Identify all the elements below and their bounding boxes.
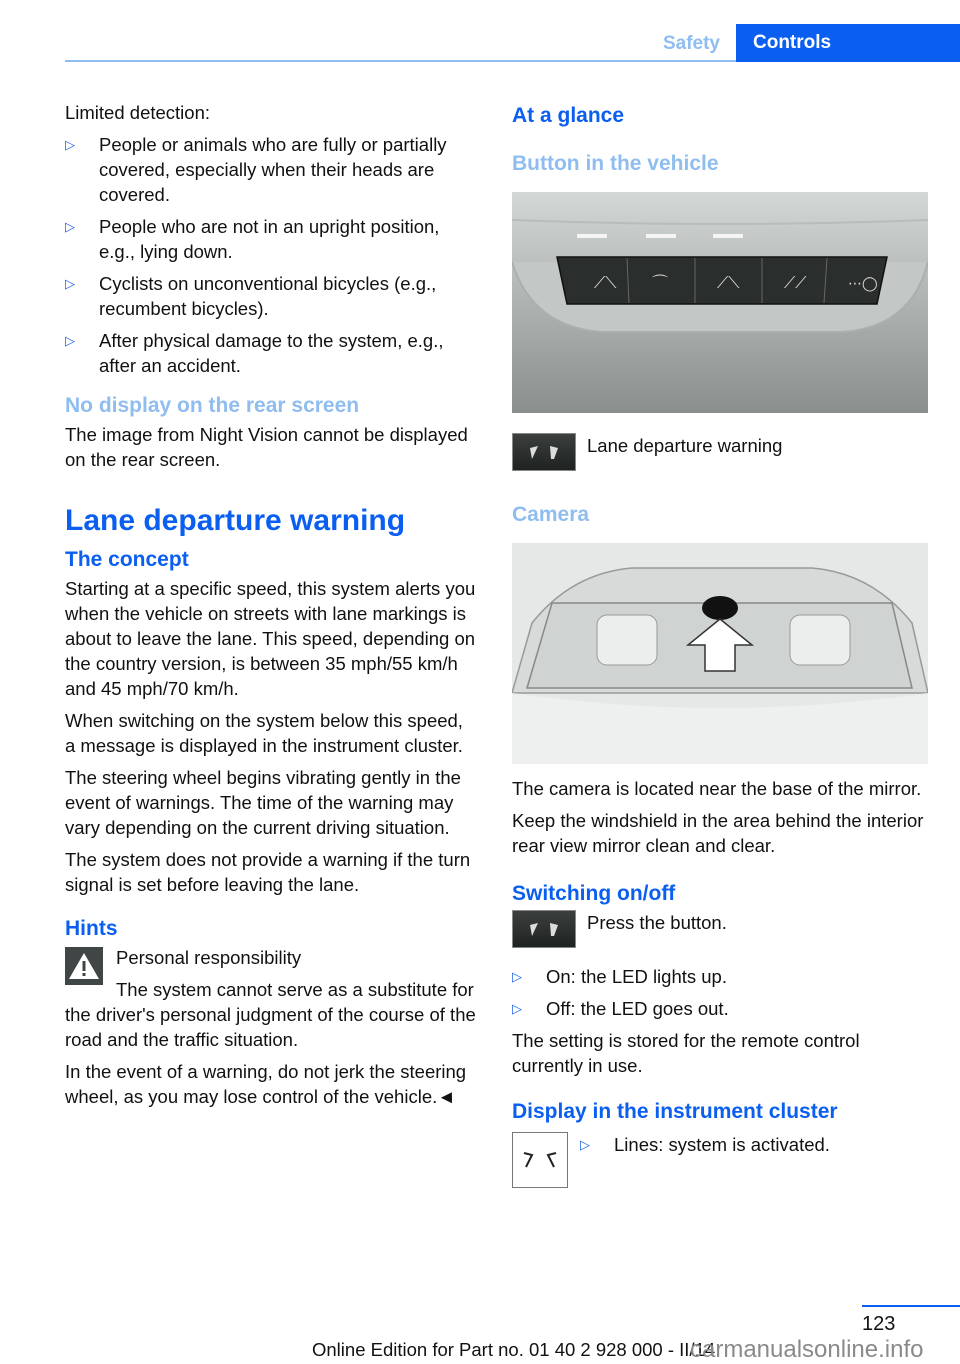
concept-heading: The concept [65, 548, 189, 571]
camera-paragraph: Keep the windshield in the area behind the interior rear view mirror clean and clear. [512, 810, 924, 856]
no-display-text: The image from Night Vision cannot be displayed on the rear screen. [65, 424, 468, 470]
bullet-triangle-icon: ▷ [65, 219, 75, 234]
bullet-triangle-icon: ▷ [512, 969, 522, 984]
edition-text: Online Edition for Part no. 01 40 2 928 000 - II/14 [312, 1339, 716, 1360]
bullet-triangle-icon: ▷ [580, 1137, 590, 1152]
lane-departure-button-icon [512, 433, 576, 471]
button-caption: Lane departure warning [587, 435, 783, 456]
list-item [65, 214, 477, 264]
bullet-triangle-icon: ▷ [65, 137, 75, 152]
at-a-glance-heading: At a glance [512, 104, 625, 127]
list-item [512, 964, 928, 989]
bullet-triangle-icon: ▷ [512, 1001, 522, 1016]
tab-controls[interactable]: Controls [736, 24, 960, 62]
left-column [65, 100, 477, 1116]
footer-rule [862, 1305, 960, 1307]
svg-text:⟋⟍: ⟋⟍ [594, 273, 617, 292]
list-item-text: After physical damage to the system, e.g., after an accident. [99, 330, 444, 376]
svg-text:⌒: ⌒ [652, 273, 669, 292]
limited-detection-label: Limited detection: [65, 102, 211, 123]
list-item-text: Cyclists on unconventional bicycles (e.g., recumbent bicycles). [99, 273, 437, 319]
warning-block [65, 945, 477, 1109]
svg-text:⟋⟋: ⟋⟋ [784, 273, 807, 292]
warning-triangle-icon [65, 947, 103, 985]
right-column [512, 100, 928, 1188]
list-item [580, 1132, 830, 1181]
press-row [512, 910, 928, 958]
concept-paragraph: Starting at a specific speed, this system alerts you when the vehicle on streets with lane markings is about to leave the lane. This speed, depending on the country version, is between 35 mph/55 km/h and 45 mph/70 km/h. [65, 578, 476, 699]
bullet-triangle-icon: ▷ [65, 333, 75, 348]
bullet-triangle-icon: ▷ [65, 276, 75, 291]
list-item-text: Lines: system is activated. [614, 1134, 830, 1155]
display-row [512, 1132, 928, 1188]
list-item [65, 132, 477, 207]
concept-paragraph: The steering wheel begins vibrating gently in the event of warnings. The time of the warning may vary depending on the current driving situation. [65, 767, 461, 838]
svg-text:⋯◯: ⋯◯ [848, 276, 878, 292]
list-item [512, 996, 928, 1021]
warning-title: Personal responsibility [116, 947, 302, 968]
no-display-heading: No display on the rear screen [65, 394, 360, 417]
lane-lines-display-icon [512, 1132, 568, 1188]
hints-heading: Hints [65, 917, 118, 940]
list-item-text: Off: the LED goes out. [546, 998, 729, 1019]
end-mark-icon: ◄ [437, 1086, 456, 1107]
button-heading: Button in the vehicle [512, 152, 719, 175]
list-item [65, 328, 477, 378]
watermark: carmanualsonline.info [690, 1336, 924, 1363]
page-number: 123 [862, 1313, 896, 1335]
press-text: Press the button. [587, 912, 727, 933]
tab-safety[interactable]: Safety [662, 33, 720, 54]
camera-paragraph: The camera is located near the base of the mirror. [512, 778, 922, 799]
concept-paragraph: When switching on the system below this speed, a message is displayed in the instrument cluster. [65, 710, 463, 756]
concept-paragraph: The system does not provide a warning if the turn signal is set before leaving the lane. [65, 849, 471, 895]
camera-location-image [512, 543, 928, 764]
list-item-text: People who are not in an upright position, e.g., lying down. [99, 216, 440, 262]
switching-heading: Switching on/off [512, 882, 676, 905]
setting-text: The setting is stored for the remote control currently in use. [512, 1030, 860, 1076]
lane-departure-button-icon [512, 910, 576, 948]
list-item [65, 271, 477, 321]
camera-heading: Camera [512, 503, 590, 526]
warning-text-2 [65, 1059, 477, 1109]
button-caption-row [512, 433, 928, 493]
svg-text:⟋⟍: ⟋⟍ [717, 273, 740, 292]
display-heading: Display in the instrument cluster [512, 1100, 838, 1123]
button-panel-image [512, 192, 928, 413]
list-item-text: People or animals who are fully or partially covered, especially when their heads are covered. [99, 134, 447, 205]
section-title: Lane departure warning [65, 504, 406, 537]
warning-text-2-body: In the event of a warning, do not jerk the steering wheel, as you may lose control of the vehicle. [65, 1061, 467, 1107]
list-item-text: On: the LED lights up. [546, 966, 727, 987]
warning-text: The system cannot serve as a substitute for the driver's personal judgment of the course of the road and the traffic situation. [65, 979, 476, 1050]
